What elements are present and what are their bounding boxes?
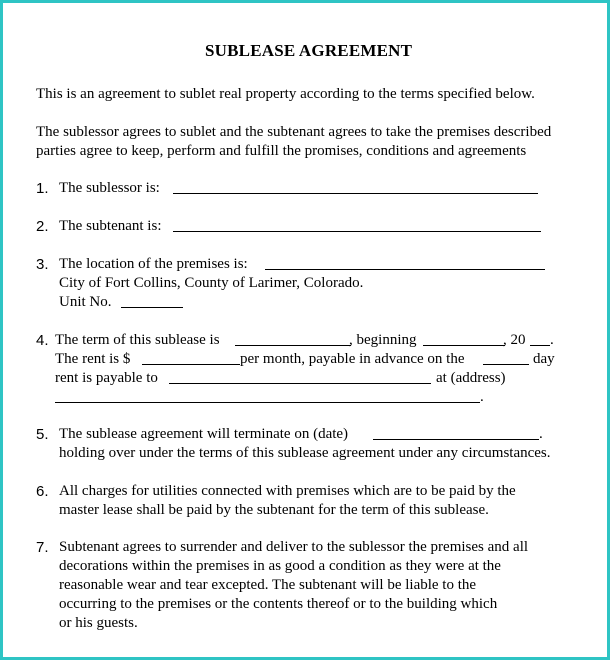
item-5-number: 5. <box>36 426 49 443</box>
payee-blank[interactable] <box>169 383 431 384</box>
item-4-address-label: at (address) <box>436 370 506 386</box>
item-1-number: 1. <box>36 180 49 197</box>
termination-date-blank[interactable] <box>373 439 539 440</box>
item-4-rent-label: The rent is $ <box>55 351 131 367</box>
paragraph-2-line-2: parties agree to keep, perform and fulfill the promises, conditions and agreements <box>36 143 527 159</box>
item-4-period: . <box>550 332 554 348</box>
premises-location-blank[interactable] <box>265 269 545 270</box>
item-5-line-1: The sublease agreement will terminate on (date) <box>59 426 349 442</box>
item-3-line-2: City of Fort Collins, County of Larimer, Colorado. <box>59 275 364 291</box>
item-5-line-2: holding over under the terms of this sublease agreement under any circumstances. <box>59 445 551 461</box>
item-3-number: 3. <box>36 256 49 273</box>
item-2-label: The subtenant is: <box>59 218 162 234</box>
item-7-line-5: or his guests. <box>59 615 138 631</box>
address-blank[interactable] <box>55 402 480 403</box>
item-1-label: The sublessor is: <box>59 180 160 196</box>
rent-amount-blank[interactable] <box>142 364 240 365</box>
item-3-line-3: Unit No. <box>59 294 112 310</box>
year-blank[interactable] <box>530 345 550 346</box>
item-6-line-2: master lease shall be paid by the subtenant for the term of this sublease. <box>59 502 489 518</box>
rent-day-blank[interactable] <box>483 364 529 365</box>
unit-number-blank[interactable] <box>121 307 183 308</box>
item-7-line-4: occurring to the premises or the contents thereof or to the building which <box>59 596 498 612</box>
document-page <box>3 3 607 657</box>
paragraph-2-line-1: The sublessor agrees to sublet and the subtenant agrees to take the premises described <box>36 124 552 140</box>
item-6-number: 6. <box>36 483 49 500</box>
item-4-address-period: . <box>480 389 484 405</box>
item-3-line-1: The location of the premises is: <box>59 256 248 272</box>
page-title: SUBLEASE AGREEMENT <box>205 41 413 60</box>
item-4-term-label: The term of this sublease is <box>55 332 220 348</box>
subtenant-blank[interactable] <box>173 231 541 232</box>
item-4-day-label: day <box>533 351 555 367</box>
item-7-line-3: reasonable wear and tear excepted. The subtenant will be liable to the <box>59 577 477 593</box>
item-5-period: . <box>539 426 543 442</box>
item-2-number: 2. <box>36 218 49 235</box>
term-blank[interactable] <box>235 345 351 346</box>
item-4-year-label: , 20 <box>503 332 526 348</box>
item-4-payable-label: rent is payable to <box>55 370 158 386</box>
item-7-number: 7. <box>36 539 49 556</box>
item-7-line-1: Subtenant agrees to surrender and deliver to the sublessor the premises and all <box>59 539 529 555</box>
item-4-per-month-label: per month, payable in advance on the <box>240 351 465 367</box>
item-6-line-1: All charges for utilities connected with premises which are to be paid by the <box>59 483 516 499</box>
sublessor-blank[interactable] <box>173 193 538 194</box>
beginning-date-blank[interactable] <box>423 345 505 346</box>
item-7-line-2: decorations within the premises in as good a condition as they were at the <box>59 558 501 574</box>
item-4-number: 4. <box>36 332 49 349</box>
item-4-beginning-label: , beginning <box>349 332 417 348</box>
intro-paragraph: This is an agreement to sublet real property according to the terms specified below. <box>36 86 535 102</box>
